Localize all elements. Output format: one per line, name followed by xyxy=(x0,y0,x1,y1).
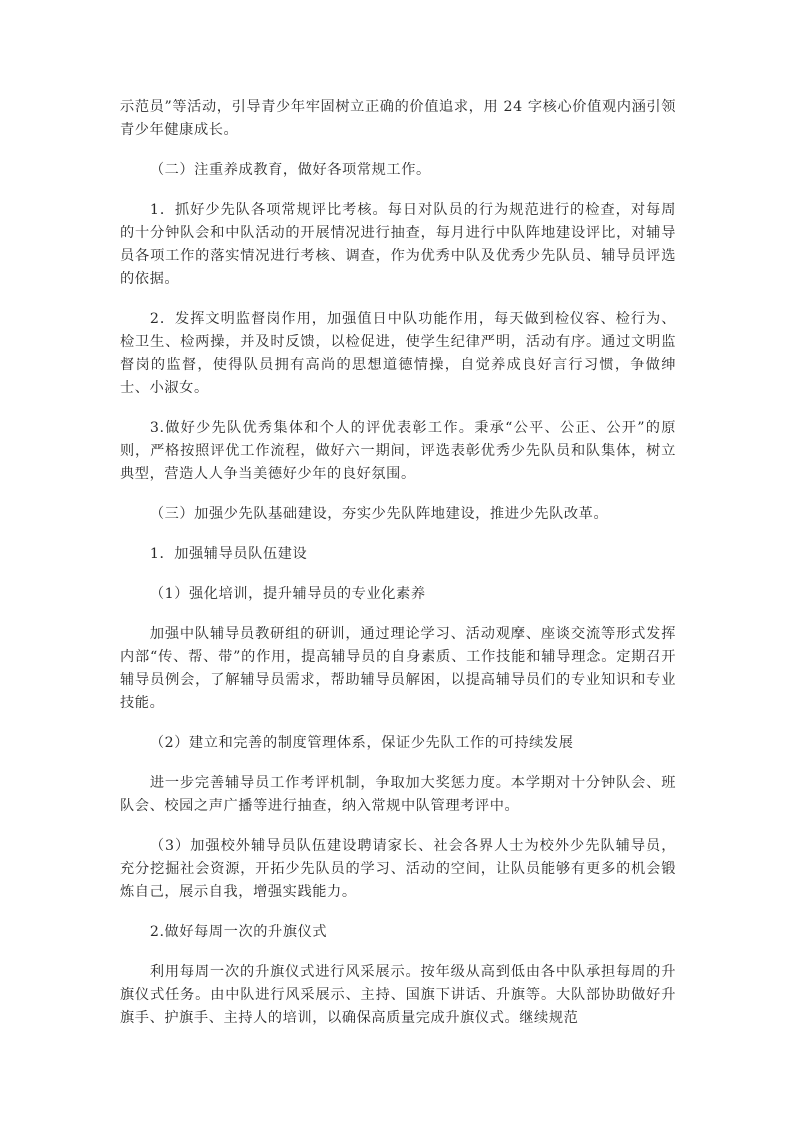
section-heading-2: （二）注重养成教育，做好各项常规工作。 xyxy=(149,162,431,178)
paragraph-external-counselors: （3）加强校外辅导员队伍建设聘请家长、社会各界人士为校外少先队辅导员，充分挖掘社会资源，开拓少先队员的学习、活动的空间，让队员能够有更多的机会锻炼自己，展示自我，增强实践能力。 xyxy=(120,838,676,900)
document-body xyxy=(120,96,676,1030)
paragraph-continuation: 示范员”等活动，引导青少年牢固树立正确的价值追求，用 24 字核心价值观内涵引领青少年健康成长。 xyxy=(120,99,676,138)
paragraph-flag-ceremony: 利用每周一次的升旗仪式进行风采展示。按年级从高到低由各中队承担每周的升旗仪式任务。由中队进行风采展示、主持、国旗下讲话、升旗等。大队部协助做好升旗手、护旗手、主持人的培训，以确保高质量完成升旗仪式。继续规范 xyxy=(120,964,676,1026)
paragraph-item-2: 2．发挥文明监督岗作用，加强值日中队功能作用，每天做到检仪容、检行为、检卫生、检两操，并及时反馈，以检促进，使学生纪律严明，活动有序。通过文明监督岗的监督，使得队员拥有高尚的思想道德情操，自觉养成良好言行习惯，争做绅士、小淑女。 xyxy=(120,311,676,396)
paragraph-training: 加强中队辅导员教研组的研训，通过理论学习、活动观摩、座谈交流等形式发挥内部“传、帮、带”的作用，提高辅导员的自身素质、工作技能和辅导理念。定期召开辅导员例会，了解辅导员需求，帮助辅导员解困，以提高辅导员们的专业知识和专业技能。 xyxy=(120,626,676,711)
subheading-counselor-team: 1．加强辅导员队伍建设 xyxy=(149,546,308,562)
paragraph-item-3: 3.做好少先队优秀集体和个人的评优表彰工作。秉承“公平、公正、公开”的原则，严格按照评优工作流程，做好六一期间，评选表彰优秀少先队员和队集体，树立典型，营造人人争当美德好少年的良好氛围。 xyxy=(120,420,676,482)
subheading-system: （2）建立和完善的制度管理体系，保证少先队工作的可持续发展 xyxy=(149,735,574,751)
subheading-flag-ceremony: 2.做好每周一次的升旗仪式 xyxy=(149,924,328,940)
paragraph-item-1: 1．抓好少先队各项常规评比考核。每日对队员的行为规范进行的检查，对每周的十分钟队会和中队活动的开展情况进行抽查，每月进行中队阵地建设评比，对辅导员各项工作的落实情况进行考核、调查，作为优秀中队及优秀少先队员、辅导员评选的依据。 xyxy=(120,202,676,287)
section-heading-3: （三）加强少先队基础建设，夯实少先队阵地建设，推进少先队改革。 xyxy=(149,506,609,522)
subheading-training: （1）强化培训，提升辅导员的专业化素养 xyxy=(149,586,426,602)
paragraph-system: 进一步完善辅导员工作考评机制，争取加大奖惩力度。本学期对十分钟队会、班队会、校园之声广播等进行抽查，纳入常规中队管理考评中。 xyxy=(120,775,676,814)
